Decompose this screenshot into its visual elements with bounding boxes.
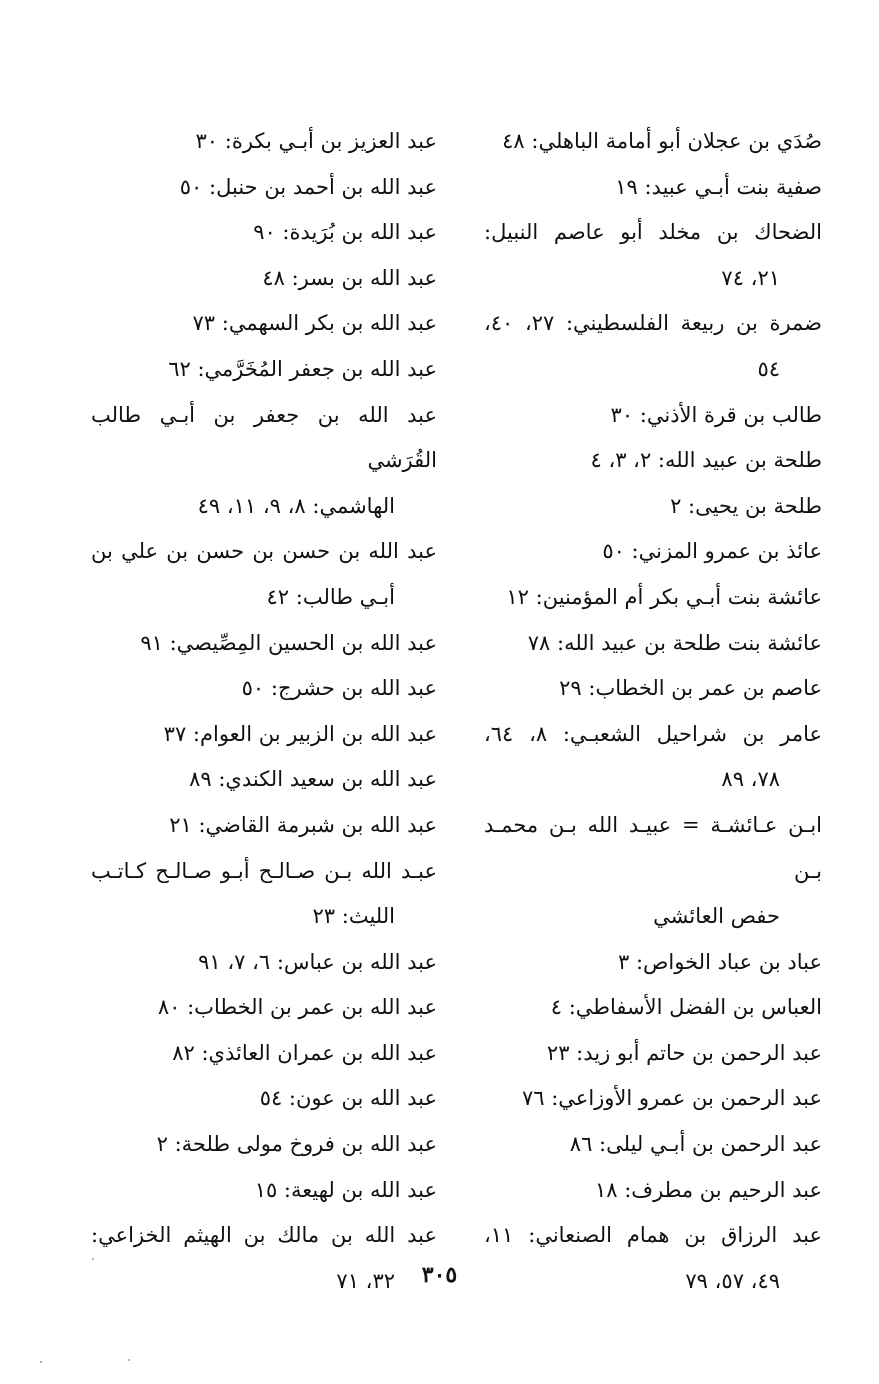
index-entry-line: عبد الله بن عون: ٥٤ xyxy=(259,1086,437,1111)
index-entry xyxy=(91,119,437,165)
index-entry xyxy=(484,985,822,1031)
index-entry xyxy=(91,256,437,302)
index-entry-line: ابـن عـائشـة = عبيـد الله بـن محمـد بـن xyxy=(484,812,822,883)
index-entry xyxy=(484,1168,822,1214)
index-entry xyxy=(91,165,437,211)
index-entry xyxy=(484,666,822,712)
index-entry xyxy=(91,940,437,986)
index-entry xyxy=(91,1031,437,1077)
index-entry-line: عبد الله بن بسر: ٤٨ xyxy=(262,265,437,290)
index-entry xyxy=(484,803,822,940)
index-entry xyxy=(91,712,437,758)
index-entry-line: عبد الرحمن بن أبـي ليلى: ٨٦ xyxy=(569,1132,822,1157)
index-entry-line: عبد الرحيم بن مطرف: ١٨ xyxy=(594,1177,822,1202)
index-entry-line: صفية بنت أبـي عبيد: ١٩ xyxy=(615,174,822,199)
index-entry-line: الضحاك بن مخلد أبو عاصم النبيل: xyxy=(484,220,822,245)
index-column-right xyxy=(484,119,822,1304)
index-entry-line: عاصم بن عمر بن الخطاب: ٢٩ xyxy=(559,676,822,701)
index-entry xyxy=(484,940,822,986)
index-entry xyxy=(91,621,437,667)
index-entry-line: عبد الله بن أحمد بن حنبل: ٥٠ xyxy=(179,174,437,199)
index-column-left xyxy=(91,119,437,1304)
index-entry-line: العباس بن الفضل الأسفاطي: ٤ xyxy=(550,995,822,1020)
index-entry xyxy=(484,529,822,575)
index-entry xyxy=(91,849,437,940)
index-entry-line: عبد الله بن جعفر المُخَرَّمي: ٦٢ xyxy=(168,356,437,381)
index-entry xyxy=(91,1122,437,1168)
index-entry-line: عبد الله بن جعفر بن أبـي طالب القُرَشي xyxy=(91,402,437,473)
page-number: ٣٠٥ xyxy=(421,1262,458,1288)
index-entry-continuation: الليث: ٢٣ xyxy=(312,904,395,929)
index-entry xyxy=(484,712,822,803)
index-entry-line: ضمرة بن ربيعة الفلسطيني: ٢٧، ٤٠، xyxy=(484,311,823,336)
index-entry-line: عبد الله بن الزبير بن العوام: ٣٧ xyxy=(163,721,437,746)
index-entry xyxy=(91,985,437,1031)
index-entry xyxy=(484,393,822,439)
index-entry xyxy=(484,1076,822,1122)
index-entry xyxy=(484,438,822,484)
index-entry-line: عائشة بنت أبـي بكر أم المؤمنين: ١٢ xyxy=(506,584,822,609)
index-entry-continuation: ٤٩، ٥٧، ٧٩ xyxy=(685,1268,780,1293)
index-entry xyxy=(484,1122,822,1168)
index-entry-line: عبد الله بن عمران العائذي: ٨٢ xyxy=(172,1040,437,1065)
index-entry-line: طالب بن قرة الأذني: ٣٠ xyxy=(610,402,822,427)
index-entry-continuation: ٢١، ٧٤ xyxy=(721,265,780,290)
index-entry-continuation: أبـي طالب: ٤٢ xyxy=(266,584,395,609)
index-entry xyxy=(91,393,437,530)
scan-speck xyxy=(128,1359,130,1361)
index-entry-line: عبد الرحمن بن حاتم أبو زيد: ٢٣ xyxy=(546,1040,822,1065)
index-entry-line: عبد الله بن مالك بن الهيثم الخزاعي: xyxy=(91,1223,437,1248)
index-entry-continuation: حفص العائشي xyxy=(653,904,780,929)
index-entry-line: عبد الله بن فروخ مولى طلحة: ٢ xyxy=(156,1132,437,1157)
index-entry xyxy=(484,119,822,165)
index-entry xyxy=(484,210,822,301)
index-entry-line: عبد العزيز بن أبـي بكرة: ٣٠ xyxy=(195,129,437,153)
index-entry-line: عبد الله بن سعيد الكندي: ٨٩ xyxy=(189,767,437,792)
index-entry-line: عامر بن شراحيل الشعبـي: ٨، ٦٤، xyxy=(484,721,823,746)
index-entry-line: عبد الله بن لهيعة: ١٥ xyxy=(254,1177,437,1202)
index-entry xyxy=(484,621,822,667)
index-entry xyxy=(91,1213,437,1304)
index-entry xyxy=(91,347,437,393)
index-entry xyxy=(484,484,822,530)
index-entry xyxy=(91,803,437,849)
index-entry xyxy=(91,529,437,620)
index-entry xyxy=(484,1213,822,1304)
index-entry-continuation: الهاشمي: ٨، ٩، ١١، ٤٩ xyxy=(197,493,395,518)
index-entry-line: عائذ بن عمرو المزني: ٥٠ xyxy=(602,539,822,564)
index-entry-line: عبد الله بن شبرمة القاضي: ٢١ xyxy=(169,812,437,837)
index-entry-line: عبد الله بن حشرج: ٥٠ xyxy=(241,676,437,701)
index-entry xyxy=(91,666,437,712)
index-entry-line: عباد بن عباد الخواص: ٣ xyxy=(618,949,822,974)
index-entry-line: صُدَي بن عجلان أبو أمامة الباهلي: ٤٨ xyxy=(502,129,822,153)
index-entry-line: عبد الله بن الحسين المِصِّيصي: ٩١ xyxy=(140,630,437,655)
index-entry xyxy=(484,301,822,392)
index-entry-line: عبد الرحمن بن عمرو الأوزاعي: ٧٦ xyxy=(521,1086,822,1111)
index-entry-line: عبد الله بن عباس: ٦، ٧، ٩١ xyxy=(198,949,437,974)
index-entry-line: عبد الرزاق بن همام الصنعاني: ١١، xyxy=(484,1223,822,1248)
index-entry-line: طلحة بن عبيد الله: ٢، ٣، ٤ xyxy=(590,448,822,473)
index-entry-line: طلحة بن يحيى: ٢ xyxy=(670,493,822,518)
index-entry-line: عبـد الله بـن صـالـح أبـو صـالـح كـاتـب xyxy=(91,858,437,883)
scan-speck xyxy=(40,1361,42,1363)
index-entry xyxy=(91,301,437,347)
index-entry xyxy=(484,1031,822,1077)
scan-speck xyxy=(92,1258,94,1260)
index-entry xyxy=(91,757,437,803)
index-entry-continuation: ٣٢، ٧١ xyxy=(336,1268,395,1293)
index-entry-line: عبد الله بن بُرَيدة: ٩٠ xyxy=(253,220,437,245)
index-entry xyxy=(91,1076,437,1122)
index-entry-line: عبد الله بن عمر بن الخطاب: ٨٠ xyxy=(157,995,437,1020)
index-entry-line: عبد الله بن حسن بن حسن بن علي بن xyxy=(91,539,437,564)
index-entry xyxy=(91,210,437,256)
index-entry-line: عبد الله بن بكر السهمي: ٧٣ xyxy=(192,311,437,336)
index-entry-continuation: ٧٨، ٨٩ xyxy=(721,767,780,792)
index-entry-line: عائشة بنت طلحة بن عبيد الله: ٧٨ xyxy=(527,630,822,655)
index-entry xyxy=(484,165,822,211)
index-entry xyxy=(91,1168,437,1214)
index-entry-continuation: ٥٤ xyxy=(757,356,780,381)
index-entry xyxy=(484,575,822,621)
